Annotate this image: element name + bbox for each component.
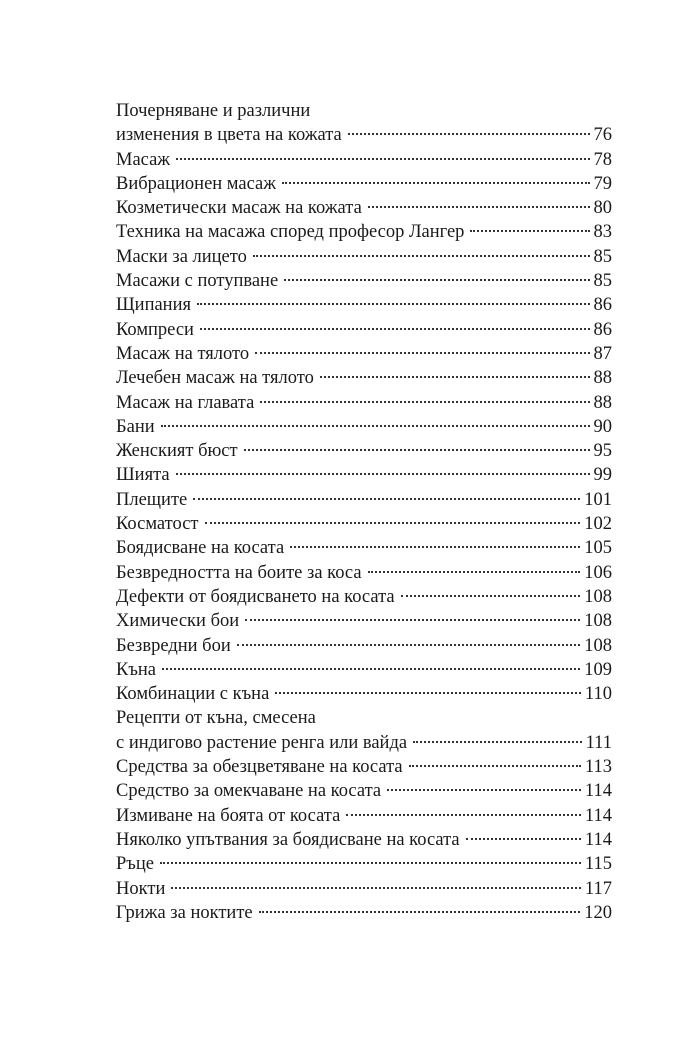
toc-entry-page-number: 108 [584,635,612,656]
toc-entry-page-number: 99 [593,465,612,486]
toc-entry-title: изменения в цвета на кожата [116,125,342,146]
toc-entry [116,512,612,536]
toc-entry-title: Измиване на боята от косата [116,805,341,826]
toc-entry [116,488,612,512]
toc-entry-page-number: 88 [593,368,612,389]
toc-entry-title: Средства за обезцветяване на косата [116,757,403,778]
toc-entry-title: Рецепти от къна, смесена [116,708,316,729]
dot-leader [275,692,581,694]
toc-entry-page-number: 111 [585,732,612,753]
toc-entry-page-number: 85 [593,271,612,292]
toc-entry-page-number: 83 [593,222,612,243]
toc-entry [116,852,612,876]
dot-leader [162,668,580,670]
toc-entry-page-number: 85 [593,246,612,267]
table-of-contents [116,99,612,925]
dot-leader [160,862,581,864]
toc-entry-title: Химически бои [116,611,240,632]
toc-entry [116,293,612,317]
toc-entry-title: Техника на масажа според професор Лангер [116,222,465,243]
dot-leader [470,230,589,232]
dot-leader [205,522,581,524]
toc-entry-page-number: 76 [593,125,612,146]
toc-entry-page-number: 114 [584,805,612,826]
dot-leader [176,473,590,475]
toc-entry [116,123,612,147]
dot-leader [290,546,580,548]
dot-leader [253,255,590,257]
toc-entry-page-number: 117 [584,878,612,899]
toc-entry-title: Боядисване на косата [116,538,285,559]
toc-entry-page-number: 105 [584,538,612,559]
toc-entry-title: Козметически масаж на кожата [116,198,362,219]
toc-entry-title: Косматост [116,514,199,535]
dot-leader [320,376,590,378]
toc-entry-title: Щипания [116,295,191,316]
toc-entry [116,682,612,706]
toc-entry [116,658,612,682]
toc-entry-title: Грижа за ноктите [116,902,253,923]
toc-entry [116,269,612,293]
dot-leader [255,352,589,354]
toc-entry-page-number: 108 [584,611,612,632]
dot-leader [346,814,581,816]
toc-entry-title: Лечебен масаж на тялото [116,368,314,389]
dot-leader [244,449,590,451]
toc-entry-page-number: 86 [593,319,612,340]
toc-entry-page-number: 120 [584,902,612,923]
toc-entry-page-number: 106 [584,562,612,583]
toc-entry [116,585,612,609]
toc-entry [116,804,612,828]
toc-entry-title: Безвредността на боите за коса [116,562,362,583]
dot-leader [413,741,582,743]
dot-leader [348,133,590,135]
toc-entry-title: Дефекти от боядисването на косата [116,586,395,607]
toc-entry [116,99,612,123]
dot-leader [171,887,581,889]
toc-entry-page-number: 78 [593,149,612,170]
toc-entry [116,196,612,220]
toc-entry [116,415,612,439]
toc-entry-page-number: 114 [584,829,612,850]
toc-entry-page-number: 88 [593,392,612,413]
toc-entry-title: с индигово растение ренга или вайда [116,732,408,753]
toc-entry-title: Няколко упътвания за боядисване на косата [116,829,460,850]
toc-entry [116,245,612,269]
toc-entry [116,318,612,342]
toc-entry-page-number: 95 [593,441,612,462]
toc-entry-title: Средство за омекчаване на косата [116,781,382,802]
dot-leader [193,498,580,500]
toc-entry [116,901,612,925]
toc-entry-title: Вибрационен масаж [116,173,277,194]
toc-entry [116,220,612,244]
toc-entry-page-number: 79 [593,173,612,194]
toc-entry-title: Нокти [116,878,166,899]
toc-entry-page-number: 114 [584,781,612,802]
dot-leader [259,911,581,913]
toc-entry-title: Плещите [116,489,188,510]
dot-leader [282,182,589,184]
toc-entry [116,706,612,730]
dot-leader [161,425,590,427]
toc-entry-page-number: 80 [593,198,612,219]
dot-leader [237,644,581,646]
toc-entry-title: Шията [116,465,170,486]
dot-leader [409,765,581,767]
toc-entry-title: Ръце [116,854,154,875]
toc-entry [116,779,612,803]
toc-entry [116,561,612,585]
toc-entry [116,634,612,658]
toc-entry [116,391,612,415]
toc-entry-page-number: 87 [593,343,612,364]
dot-leader [176,158,589,160]
toc-entry-title: Женският бюст [116,441,238,462]
dot-leader [197,303,590,305]
toc-entry-title: Бани [116,416,155,437]
dot-leader [368,206,590,208]
toc-entry-title: Масажи с потупване [116,271,279,292]
toc-entry-page-number: 110 [584,684,612,705]
toc-entry-page-number: 113 [584,757,612,778]
toc-entry-title: Компреси [116,319,194,340]
toc-entry-page-number: 102 [584,514,612,535]
toc-entry-title: Безвредни бои [116,635,231,656]
toc-entry-page-number: 109 [584,659,612,680]
toc-entry [116,609,612,633]
toc-entry [116,342,612,366]
toc-entry [116,755,612,779]
toc-entry-page-number: 101 [584,489,612,510]
toc-entry-title: Масаж на тялото [116,343,250,364]
toc-entry-title: Почерняване и различни [116,101,311,121]
toc-entry [116,877,612,901]
dot-leader [284,279,589,281]
toc-entry-title: Масаж [116,149,171,170]
toc-entry [116,172,612,196]
toc-entry [116,366,612,390]
dot-leader [466,838,581,840]
toc-entry-title: Маски за лицето [116,246,247,267]
toc-entry-page-number: 115 [584,854,612,875]
dot-leader [260,401,589,403]
toc-entry [116,828,612,852]
toc-entry [116,439,612,463]
toc-entry-page-number: 108 [584,586,612,607]
toc-entry [116,148,612,172]
toc-entry-title: Комбинации с къна [116,684,270,705]
dot-leader [245,619,580,621]
toc-entry [116,463,612,487]
toc-entry [116,731,612,755]
toc-entry-page-number: 90 [593,416,612,437]
dot-leader [200,328,590,330]
toc-entry-title: Къна [116,659,157,680]
dot-leader [401,595,581,597]
toc-entry-page-number: 86 [593,295,612,316]
dot-leader [387,789,581,791]
toc-entry-title: Масаж на главата [116,392,255,413]
toc-entry [116,536,612,560]
dot-leader [368,571,581,573]
